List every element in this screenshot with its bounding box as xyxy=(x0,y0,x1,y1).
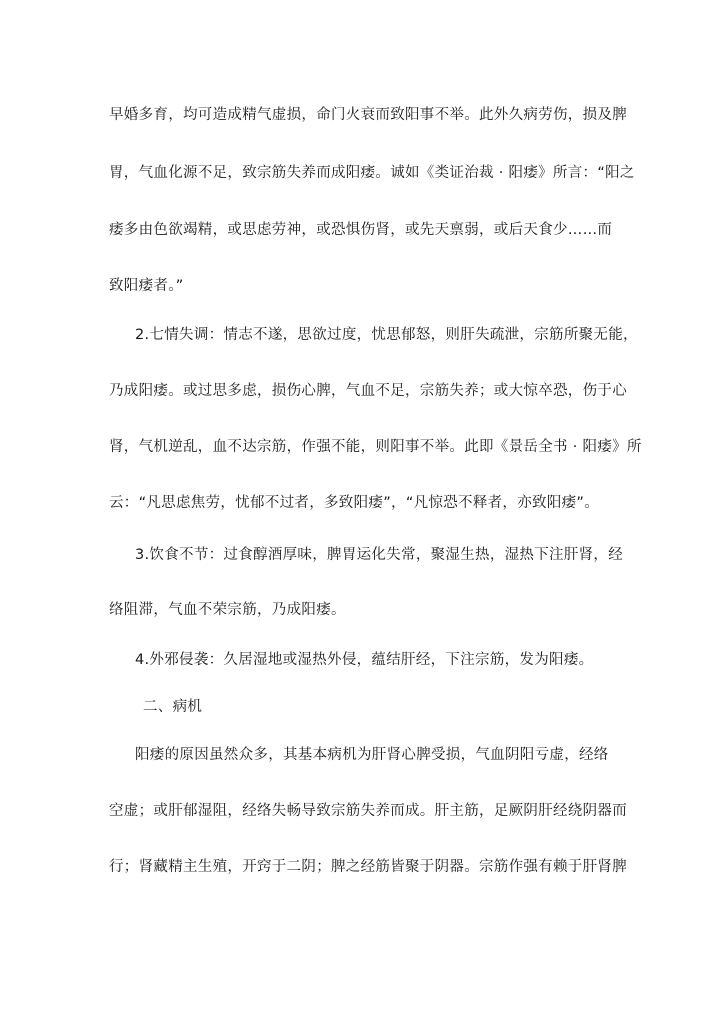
section-heading: 二、病机 xyxy=(143,699,203,715)
paragraph-line: 4.外邪侵袭：久居湿地或湿热外侵，蕴结肝经，下注宗筋，发为阳痿。 xyxy=(135,652,594,668)
paragraph-line: 肾，气机逆乱，血不达宗筋，作强不能，则阳事不举。此即《景岳全书 · 阳痿》所 xyxy=(109,439,642,455)
paragraph-line: 致阳痿者。” xyxy=(109,278,184,294)
paragraph-line: 痿多由色欲竭精，或思虑劳神，或恐惧伤肾，或先天禀弱，或后天食少……而 xyxy=(109,222,613,238)
paragraph-line: 乃成阳痿。或过思多虑，损伤心脾，气血不足，宗筋失养；或大惊卒恐，伤于心 xyxy=(109,383,627,399)
paragraph-line: 2.七情失调：情志不遂，思欲过度，忧思郁怒，则肝失疏泄，宗筋所聚无能， xyxy=(135,327,638,343)
paragraph-line: 云：“凡思虑焦劳，忧郁不过者，多致阳痿”，“凡惊恐不释者，亦致阳痿”。 xyxy=(109,495,600,511)
paragraph-line: 阳痿的原因虽然众多，其基本病机为肝肾心脾受损，气血阴阳亏虚，经络 xyxy=(135,747,609,763)
paragraph-line: 空虚；或肝郁湿阻，经络失畅导致宗筋失养而成。肝主筋，足厥阴肝经绕阴器而 xyxy=(109,803,627,819)
paragraph-line: 行；肾藏精主生殖，开窍于二阴；脾之经筋皆聚于阴器。宗筋作强有赖于肝肾脾 xyxy=(109,859,627,875)
paragraph-line: 络阻滞，气血不荣宗筋，乃成阳痿。 xyxy=(109,602,346,618)
paragraph-line: 3.饮食不节：过食醇酒厚味，脾胃运化失常，聚湿生热，湿热下注肝肾，经 xyxy=(135,547,624,563)
paragraph-line: 胃，气血化源不足，致宗筋失养而成阳痿。诚如《类证治裁 · 阳痿》所言：“阳之 xyxy=(109,165,635,181)
paragraph-line: 早婚多育，均可造成精气虚损，命门火衰而致阳事不举。此外久病劳伤，损及脾 xyxy=(109,107,627,123)
